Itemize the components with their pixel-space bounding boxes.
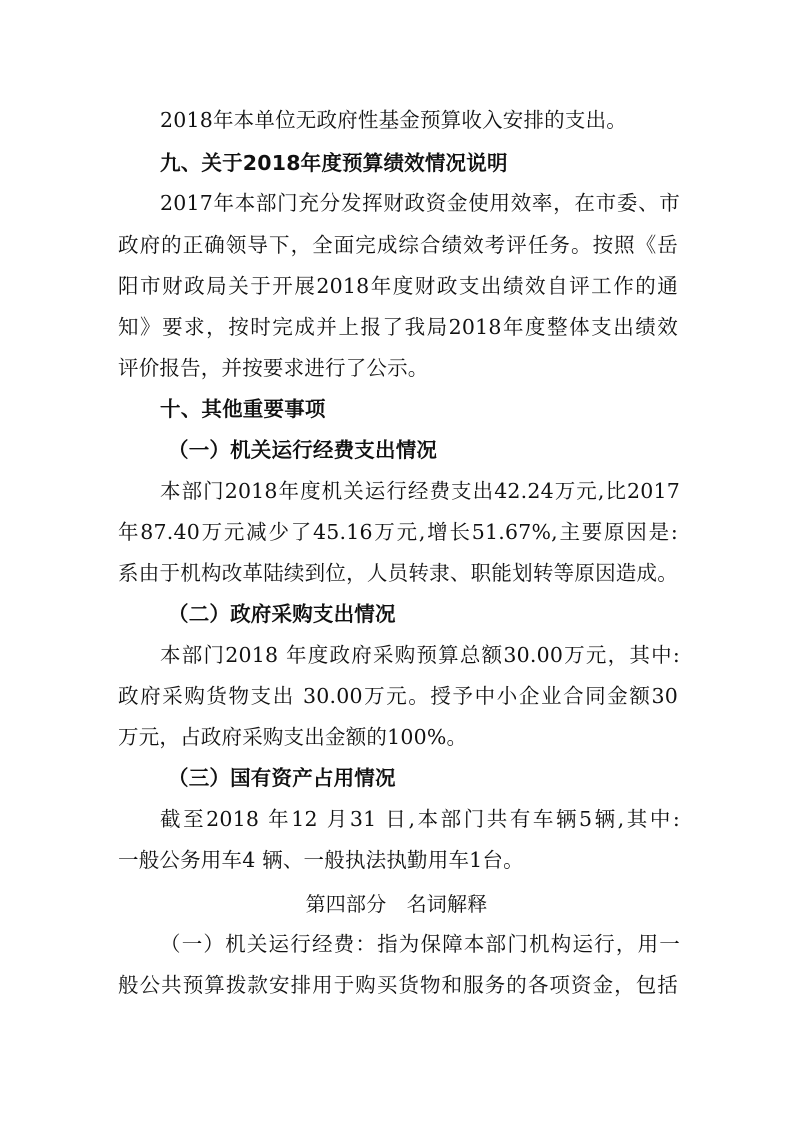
section-heading-9: 九、关于2018年度预算绩效情况说明: [160, 151, 508, 175]
paragraph-line: 阳市财政局关于开展2018年度财政支出绩效自评工作的通: [118, 274, 678, 298]
part-title: 第四部分 名词解释: [305, 892, 488, 916]
subsection-heading-3: （三）国有资产占用情况: [168, 766, 396, 790]
subsection-heading-1: （一）机关运行经费支出情况: [168, 438, 438, 462]
paragraph-line: 政府采购货物支出 30.00万元。授予中小企业合同金额30: [118, 684, 678, 708]
paragraph-line: 2018年本单位无政府性基金预算收入安排的支出。: [160, 108, 627, 132]
paragraph-line: 截至2018 年12 月31 日,本部门共有车辆5辆,其中:: [160, 807, 680, 831]
subsection-heading-2: （二）政府采购支出情况: [168, 602, 396, 626]
paragraph-line: 一般公务用车4 辆、一般执法执勤用车1台。: [118, 848, 524, 872]
paragraph-line: 2017年本部门充分发挥财政资金使用效率，在市委、市: [160, 191, 680, 215]
paragraph-line: 本部门2018年度机关运行经费支出42.24万元,比2017: [160, 479, 680, 503]
paragraph-line: （一）机关运行经费：指为保障本部门机构运行，用一: [160, 932, 680, 956]
paragraph-line: 政府的正确领导下，全面完成综合绩效考评任务。按照《岳: [118, 233, 678, 257]
paragraph-line: 般公共预算拨款安排用于购买货物和服务的各项资金，包括: [118, 973, 678, 997]
paragraph-line: 知》要求，按时完成并上报了我局2018年度整体支出绩效: [118, 315, 678, 339]
paragraph-line: 万元，占政府采购支出金额的100%。: [118, 725, 468, 749]
paragraph-line: 系由于机构改革陆续到位，人员转隶、职能划转等原因造成。: [118, 561, 678, 585]
paragraph-line: 年87.40万元减少了45.16万元,增长51.67%,主要原因是:: [118, 520, 678, 544]
paragraph-line: 本部门2018 年度政府采购预算总额30.00万元，其中:: [160, 643, 680, 667]
paragraph-line: 评价报告，并按要求进行了公示。: [118, 356, 429, 380]
section-heading-10: 十、其他重要事项: [160, 397, 326, 421]
